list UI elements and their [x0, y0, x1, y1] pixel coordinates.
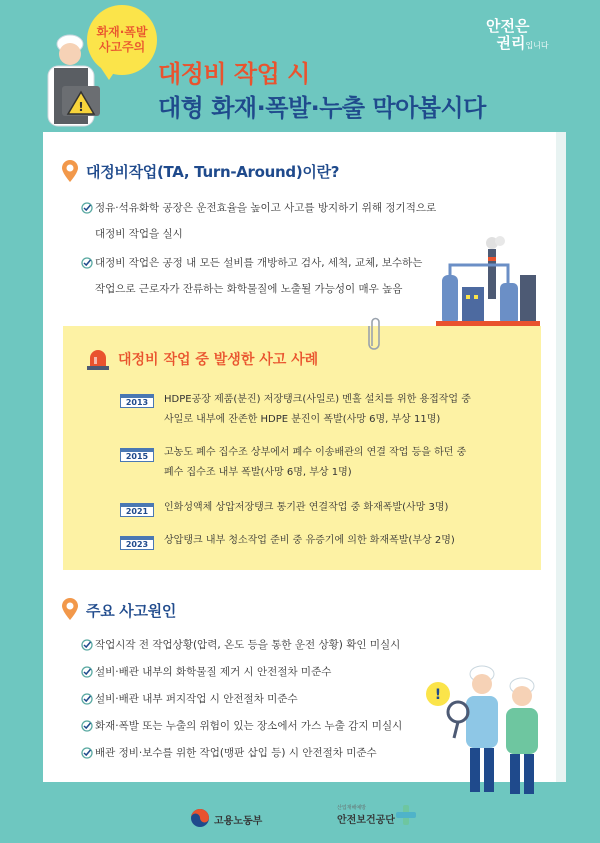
check-icon: [81, 693, 93, 705]
svg-text:!: !: [78, 100, 84, 114]
cause-item-5-text: 배관 정비·보수를 위한 작업(맹판 삽입 등) 시 안전절차 미준수: [95, 747, 377, 759]
paperclip-icon: [367, 316, 383, 352]
kosha-cross-icon: [396, 804, 416, 826]
incident-2015-line-1: 고농도 폐수 집수조 상부에서 폐수 이송배관의 연결 작업 등을 하던 중: [164, 447, 467, 458]
moel-emblem-icon: [190, 808, 210, 828]
incident-2023-line-1: 상압탱크 내부 청소작업 준비 중 유증기에 의한 화재폭발(부상 2명): [164, 535, 455, 546]
cause-item-3: [95, 686, 298, 712]
check-icon: [81, 720, 93, 732]
title-line-2: 대형 화재·폭발·누출 막아봅시다: [158, 94, 486, 122]
definition-item-1-line-1: 정유·석유화학 공장은 운전효율을 높이고 사고를 방지하기 위해 정기적으로: [95, 202, 437, 214]
definition-title: 대정비작업(TA, Turn-Around)이란?: [86, 163, 340, 181]
incident-2013: [164, 390, 471, 430]
check-icon: [81, 257, 93, 269]
title-line-1: 대정비 작업 시: [158, 60, 310, 88]
factory-illustration: [436, 235, 540, 327]
cause-item-4: [95, 713, 402, 739]
bubble-line-2: 사고주의: [98, 40, 146, 54]
brand-slogan: [486, 18, 549, 54]
location-pin-icon: [62, 160, 78, 182]
moel-logo-text: 고용노동부: [214, 816, 263, 827]
bubble-tail: [101, 68, 117, 80]
incident-2015: [164, 443, 466, 483]
siren-icon: [86, 346, 110, 372]
card-edge: [556, 132, 566, 782]
definition-item-2-line-2: 작업으로 근로자가 잔류하는 화학물질에 노출될 가능성이 매우 높음: [95, 283, 403, 295]
bubble-line-1: 화재·폭발: [96, 25, 148, 39]
incident-2023: [164, 531, 455, 551]
check-icon: [81, 202, 93, 214]
brand-main: 안전은: [486, 17, 530, 35]
kosha-logo: [337, 804, 395, 826]
cause-item-1: [95, 632, 400, 658]
incident-2021: [164, 498, 448, 518]
location-pin-icon: [62, 598, 78, 620]
caution-bubble: [87, 5, 157, 75]
definition-item-1: [95, 195, 436, 247]
brand-suffix: 입니다: [525, 41, 549, 50]
cause-item-1-text: 작업시작 전 작업상황(압력, 온도 등을 통한 운전 상황) 확인 미실시: [95, 639, 401, 651]
year-badge-2021: 2021: [120, 503, 154, 517]
definition-item-1-line-2: 대정비 작업을 실시: [95, 228, 183, 240]
svg-text:!: !: [434, 687, 442, 703]
incident-2021-line-1: 인화성액체 상압저장탱크 통기관 연결작업 중 화재폭발(사망 3명): [164, 502, 449, 513]
cause-item-4-text: 화재·폭발 또는 누출의 위험이 있는 장소에서 가스 누출 감지 미실시: [95, 720, 403, 732]
year-badge-2023: 2023: [120, 536, 154, 550]
cause-item-3-text: 설비·배관 내부 퍼지작업 시 안전절차 미준수: [95, 693, 298, 705]
kosha-logo-text: 안전보건공단: [337, 815, 395, 826]
check-icon: [81, 747, 93, 759]
incident-2015-line-2: 폐수 집수조 내부 폭발(사망 6명, 부상 1명): [164, 467, 352, 478]
brand-second: 권리: [496, 34, 526, 52]
year-badge-2015: 2015: [120, 448, 154, 462]
incidents-title: 대정비 작업 중 발생한 사고 사례: [118, 352, 319, 368]
incident-2013-line-2: 사일로 내부에 잔존한 HDPE 분진이 폭발(사망 6명, 부상 11명): [164, 414, 441, 425]
year-badge-2013: 2013: [120, 394, 154, 408]
cause-item-2-text: 설비·배관 내부의 화학물질 제거 시 안전절차 미준수: [95, 666, 332, 678]
inspectors-illustration: [424, 660, 554, 798]
cause-item-2: [95, 659, 331, 685]
kosha-sub-text: 산업재해예방: [337, 805, 366, 811]
header: [0, 0, 600, 135]
cause-item-5: [95, 740, 377, 766]
incident-2013-line-1: HDPE공장 제품(분진) 저장탱크(사일로) 멘홀 설치를 위한 용접작업 중: [164, 394, 471, 405]
definition-item-2-line-1: 대정비 작업은 공정 내 모든 설비를 개방하고 검사, 세척, 교체, 보수하는: [95, 257, 423, 269]
causes-title: 주요 사고원인: [86, 602, 177, 620]
check-icon: [81, 639, 93, 651]
definition-item-2: [95, 250, 422, 302]
check-icon: [81, 666, 93, 678]
